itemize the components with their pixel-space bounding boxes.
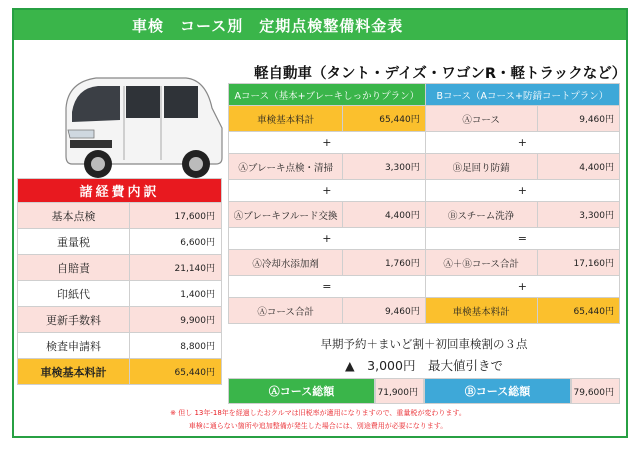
course-b-equals: = [425,228,619,250]
discount-promo [228,334,620,376]
course-a-item-label: Ⓐ冷却水添加剤 [229,250,343,276]
course-b-base-label: 車検基本料計 [425,298,537,324]
expense-label: 印紙代 [18,281,130,307]
expense-heading: 諸経費内訳 [18,179,222,203]
grand-total-row [228,378,620,404]
vehicle-class-title: 軽自動車（タント・デイズ・ワゴンR・軽トラックなど） [254,66,627,82]
expense-value: 1,400円 [130,281,222,307]
course-a-plus: + [229,228,426,250]
course-b-subtotal-value: 17,160円 [537,250,619,276]
course-a-header: Aコース（基本+ブレーキしっかりプラン） [229,84,426,106]
car-illustration [36,68,236,183]
expense-label: 重量税 [18,229,130,255]
promo-line-1: 早期予約＋まいど割＋初回車検割の３点 [320,337,528,351]
expense-value: 21,140円 [130,255,222,281]
course-a-plus: + [229,180,426,202]
expense-label: 自賠責 [18,255,130,281]
course-a-equals: = [229,276,426,298]
expense-label: 基本点検 [18,203,130,229]
course-b-grand-value: 79,600円 [571,378,620,404]
expense-value: 6,600円 [130,229,222,255]
course-a-grand-value: 71,900円 [375,378,424,404]
course-a-item-value: 1,760円 [343,250,425,276]
course-a-item-value: 3,300円 [343,154,425,180]
course-b-header: Bコース（Aコース+防錆コートプラン） [425,84,619,106]
course-a-item-value: 65,440円 [343,106,425,132]
expense-total-value: 65,440円 [130,359,222,385]
course-a-plus: + [229,132,426,154]
course-b-item-label: Ⓑ足回り防錆 [425,154,537,180]
course-b-plus: + [425,276,619,298]
expense-total-label: 車検基本料計 [18,359,130,385]
expense-label: 更新手数料 [18,307,130,333]
course-b-plus: + [425,132,619,154]
course-b-plus: + [425,180,619,202]
course-b-item-value: 4,400円 [537,154,619,180]
page-title: 車検 コース別 定期点検整備料金表 [14,10,626,40]
course-a-item-label: 車検基本料計 [229,106,343,132]
promo-line-2: ▲ 3,000円 最大値引きで [345,358,503,373]
course-b-item-label: Ⓐコース [425,106,537,132]
expense-label: 検査申請料 [18,333,130,359]
course-a-item-label: Ⓐブレーキフルード交換 [229,202,343,228]
footnote-1: ※ 但し 13年-18年を経過したおクルマは旧税率が適用になりますので、重量税が変わります。 [170,409,466,417]
expense-value: 9,900円 [130,307,222,333]
course-b-grand-label: Ⓑコース総額 [424,378,571,404]
course-b-item-label: Ⓑスチーム洗浄 [425,202,537,228]
footnote-2: 車検に通らない箇所や追加整備が発生した場合には、別途費用が必要になります。 [188,422,448,430]
expense-breakdown-table [17,178,222,385]
course-b-item-value: 3,300円 [537,202,619,228]
course-a-item-value: 4,400円 [343,202,425,228]
course-b-subtotal-label: Ⓐ＋Ⓑコース合計 [425,250,537,276]
course-table [228,83,620,324]
course-a-item-label: Ⓐブレーキ点検・清掃 [229,154,343,180]
course-a-subtotal-value: 9,460円 [343,298,425,324]
expense-value: 8,800円 [130,333,222,359]
course-b-item-value: 9,460円 [537,106,619,132]
expense-value: 17,600円 [130,203,222,229]
course-a-subtotal-label: Ⓐコース合計 [229,298,343,324]
course-b-base-value: 65,440円 [537,298,619,324]
course-a-grand-label: Ⓐコース総額 [228,378,375,404]
